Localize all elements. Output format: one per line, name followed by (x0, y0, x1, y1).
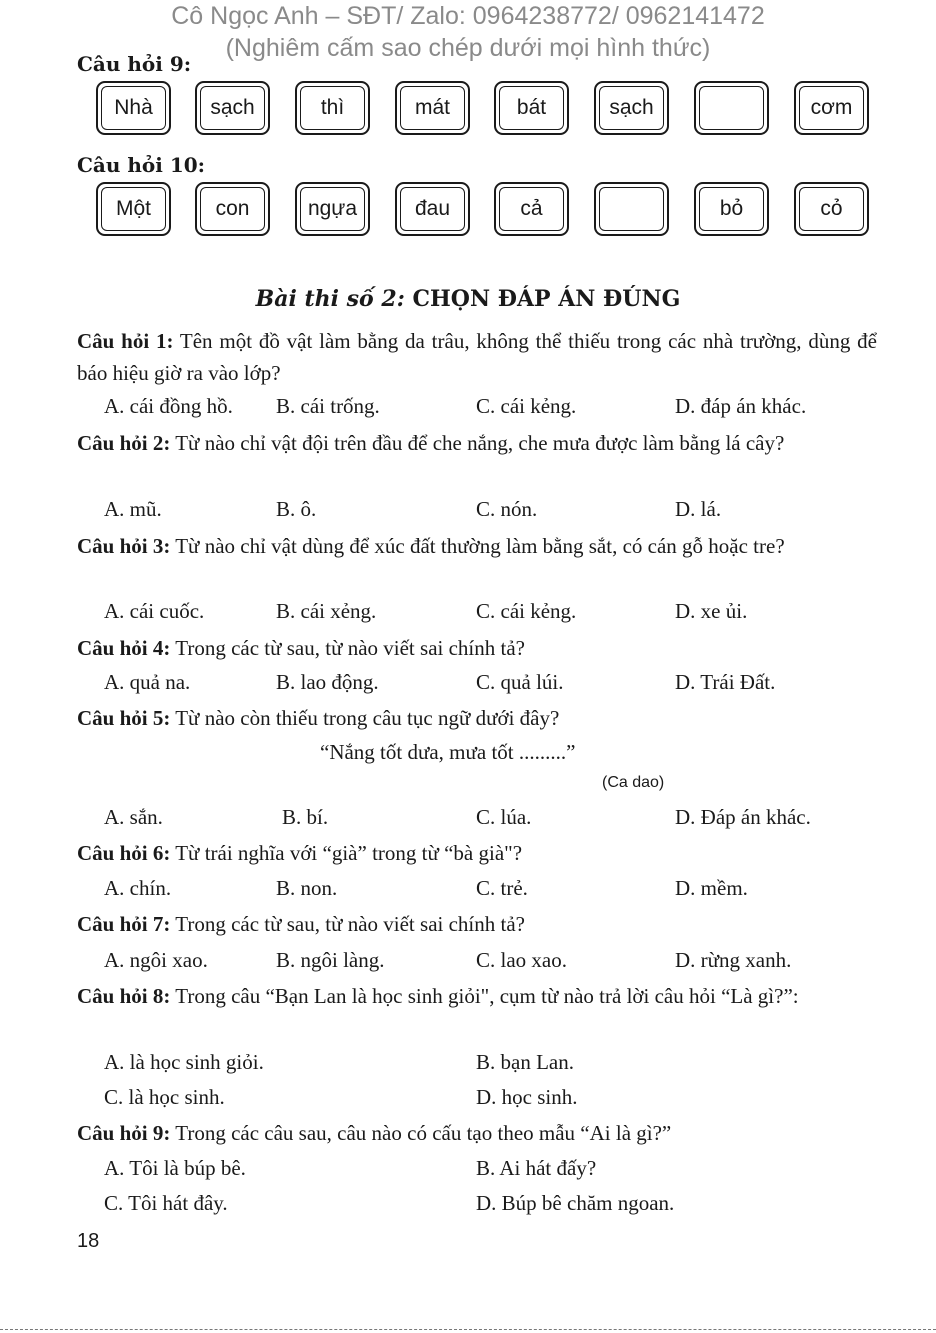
option-d[interactable]: D. Búp bê chăm ngoan. (476, 1191, 675, 1215)
watermark-line-2: (Nghiêm cấm sao chép dưới mọi hình thức) (225, 34, 711, 62)
question-text: Từ trái nghĩa với “già” trong từ “bà già"? (175, 841, 523, 865)
question-6-stem (77, 837, 877, 869)
question-label: Câu hỏi 5: (77, 706, 171, 730)
page-number: 18 (77, 1230, 100, 1252)
watermark-line-1: Cô Ngọc Anh – SĐT/ Zalo: 0964238772/ 0962141472 (171, 2, 765, 30)
question-2-stem (77, 427, 877, 459)
word-box[interactable]: bát (494, 81, 569, 135)
bottom-divider (0, 1329, 936, 1330)
option-d[interactable]: D. xe ủi. (675, 599, 748, 623)
option-d[interactable]: D. Đáp án khác. (675, 805, 811, 829)
empty-word-box[interactable] (594, 182, 669, 236)
question-4-stem (77, 632, 877, 664)
proverb-source: (Ca dao) (602, 774, 665, 791)
question-label: Câu hỏi 8: (77, 984, 171, 1008)
option-d[interactable]: D. mềm. (675, 876, 748, 900)
option-c[interactable]: C. quả lúi. (476, 670, 564, 694)
option-a[interactable]: A. sắn. (104, 805, 163, 829)
word-box[interactable]: thì (295, 81, 370, 135)
word-box[interactable]: mát (395, 81, 470, 135)
option-d[interactable]: D. lá. (675, 497, 722, 521)
option-b[interactable]: B. ngôi làng. (276, 948, 385, 972)
option-b[interactable]: B. bí. (282, 805, 329, 829)
option-c[interactable]: C. Tôi hát đây. (104, 1191, 228, 1215)
puzzle-9-label: Câu hỏi 9: (77, 52, 192, 76)
question-text: Từ nào còn thiếu trong câu tục ngữ dưới đây? (175, 706, 560, 730)
question-label: Câu hỏi 6: (77, 841, 171, 865)
question-label: Câu hỏi 4: (77, 636, 171, 660)
word-box[interactable]: sạch (594, 81, 669, 135)
word-box[interactable]: ngựa (295, 182, 370, 236)
option-c[interactable]: C. cái kẻng. (476, 394, 577, 418)
word-box[interactable]: con (195, 182, 270, 236)
option-a[interactable]: A. quả na. (104, 670, 191, 694)
puzzle-10-word-row (0, 182, 936, 242)
option-a[interactable]: A. mũ. (104, 497, 162, 521)
word-box[interactable]: đau (395, 182, 470, 236)
option-a[interactable]: A. Tôi là búp bê. (104, 1156, 246, 1180)
question-9-stem (77, 1117, 877, 1149)
question-1-stem (77, 325, 877, 389)
option-c[interactable]: C. trẻ. (476, 876, 528, 900)
option-d[interactable]: D. đáp án khác. (675, 394, 807, 418)
question-label: Câu hỏi 7: (77, 912, 171, 936)
word-box[interactable]: Một (96, 182, 171, 236)
option-d[interactable]: D. rừng xanh. (675, 948, 792, 972)
question-label: Câu hỏi 3: (77, 534, 171, 558)
option-b[interactable]: B. bạn Lan. (476, 1050, 574, 1074)
word-box[interactable]: cả (494, 182, 569, 236)
option-b[interactable]: B. lao động. (276, 670, 379, 694)
question-text: Trong câu “Bạn Lan là học sinh giỏi", cụm từ nào trả lời câu hỏi “Là gì?”: (175, 984, 799, 1008)
option-c[interactable]: C. cái kẻng. (476, 599, 577, 623)
proverb-quote: “Nắng tốt dưa, mưa tốt .........” (320, 740, 576, 764)
option-c[interactable]: C. lao xao. (476, 948, 567, 972)
section-heading: CHỌN ĐÁP ÁN ĐÚNG (412, 286, 681, 312)
empty-word-box[interactable] (694, 81, 769, 135)
question-label: Câu hỏi 9: (77, 1121, 171, 1145)
question-label: Câu hỏi 2: (77, 431, 171, 455)
option-b[interactable]: B. cái trống. (276, 394, 380, 418)
question-text: Trong các từ sau, từ nào viết sai chính tả? (175, 912, 525, 936)
word-box[interactable]: sạch (195, 81, 270, 135)
option-d[interactable]: D. học sinh. (476, 1085, 578, 1109)
option-c[interactable]: C. lúa. (476, 805, 532, 829)
question-text: Trong các từ sau, từ nào viết sai chính tả? (175, 636, 525, 660)
option-b[interactable]: B. non. (276, 876, 338, 900)
option-b[interactable]: B. cái xẻng. (276, 599, 377, 623)
option-a[interactable]: A. ngôi xao. (104, 948, 208, 972)
question-5-stem (77, 702, 877, 734)
section-prefix: Bài thi số 2: (255, 286, 405, 312)
option-d[interactable]: D. Trái Đất. (675, 670, 776, 694)
option-a[interactable]: A. cái cuốc. (104, 599, 205, 623)
question-8-stem (77, 980, 877, 1012)
word-box[interactable]: Nhà (96, 81, 171, 135)
word-box[interactable]: bỏ (694, 182, 769, 236)
option-c[interactable]: C. là học sinh. (104, 1085, 225, 1109)
option-c[interactable]: C. nón. (476, 497, 538, 521)
word-box[interactable]: cơm (794, 81, 869, 135)
option-a[interactable]: A. là học sinh giỏi. (104, 1050, 264, 1074)
section-title (0, 286, 936, 312)
puzzle-9-word-row (0, 81, 936, 141)
word-box[interactable]: cỏ (794, 182, 869, 236)
question-label: Câu hỏi 1: (77, 329, 174, 353)
option-b[interactable]: B. Ai hát đấy? (476, 1156, 597, 1180)
question-3-stem (77, 530, 877, 562)
question-text: Tên một đồ vật làm bằng da trâu, không thể thiếu trong các nhà trường, dùng để báo hiệu giờ ra vào lớp? (77, 329, 877, 385)
option-a[interactable]: A. cái đồng hồ. (104, 394, 233, 418)
question-text: Từ nào chỉ vật dùng để xúc đất thường làm bằng sắt, có cán gỗ hoặc tre? (175, 534, 785, 558)
option-b[interactable]: B. ô. (276, 497, 317, 521)
puzzle-10-label: Câu hỏi 10: (77, 153, 206, 177)
question-text: Trong các câu sau, câu nào có cấu tạo theo mẫu “Ai là gì?” (175, 1121, 672, 1145)
option-a[interactable]: A. chín. (104, 876, 172, 900)
question-text: Từ nào chỉ vật đội trên đầu để che nắng, che mưa được làm bằng lá cây? (175, 431, 785, 455)
question-7-stem (77, 908, 877, 940)
